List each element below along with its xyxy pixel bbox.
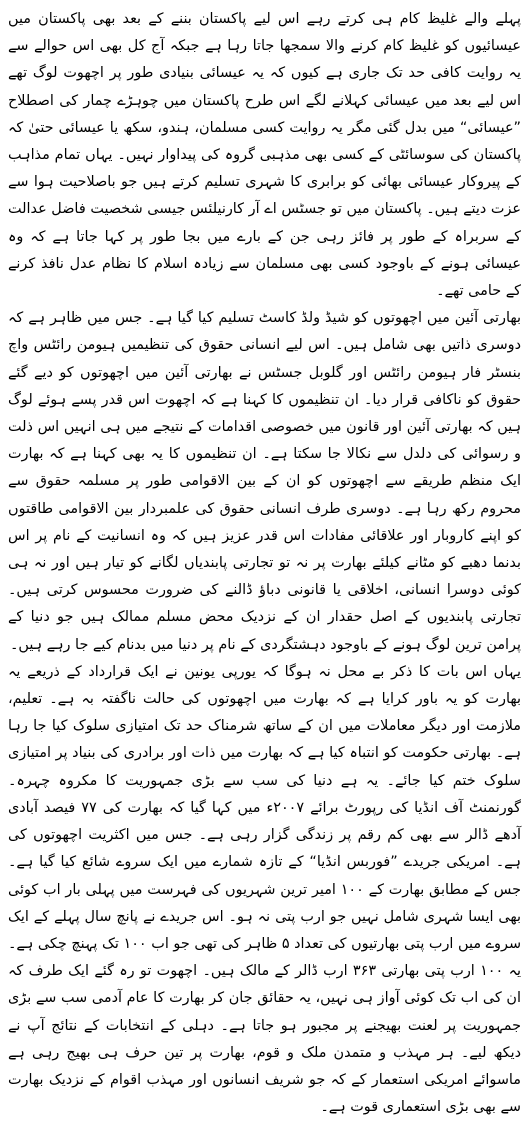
paragraph-3: یہاں اس بات کا ذکر بے محل نہ ہوگا کہ یورپی یونین نے ایک قرارداد کے ذریعے یہ بھارت کو یہ باور کرایا ہے کہ بھارت میں اچھوتوں کی حالت ناگفتہ بہ ہے۔ تعلیم، ملازمت اور دیگر معاملات میں ان کے ساتھ شرمناک حد تک امتیازی سلوک کیا جا رہا ہے۔ بھارتی حکومت کو انتباہ کیا ہے کہ بھارت میں ذات اور برادری کی بنیاد پر امتیازی سلوک ختم کیا جائے۔ یہ ہے دنیا کی سب سے بڑی جمہوریت کا مکروہ چہرہ۔ گورنمنٹ آف انڈیا کی رپورٹ برائے ۲۰۰۷ء میں کہا گیا کہ بھارت کی ۷۷ فیصد آبادی آدھے ڈالر سے بھی کم رقم پر زندگی گزار رہی ہے۔ جس میں اکثریت اچھوتوں کی ہے۔ امریکی جریدے ”فوربس انڈیا“ کے تازہ شمارے میں ایک سروے شائع کیا گیا ہے۔ جس کے مطابق بھارت کے ۱۰۰ امیر ترین شہریوں کی فہرست میں پہلی بار اب کوئی بھی ایسا شہری شامل نہیں جو ارب پتی نہ ہو۔ اس جریدے نے پانچ سال پہلے کے ایک سروے میں ارب پتی بھارتیوں کی تعداد ۵ ظاہر کی تھی جو اب ۱۰۰ تک پہنچ چکی ہے۔ یہ ۱۰۰ ارب پتی بھارتی ۳۶۳ ارب ڈالر کے مالک ہیں۔ اچھوت تو رہ گئے ایک طرف کہ ان کی اب تک کوئی آواز ہی نہیں، یہ حقائق جان کر بھارت کا عام آدمی سب سے بڑی جمہوریت پر لعنت بھیجنے پر مجبور ہو جاتا ہے۔ دہلی کے انتخابات کے نتائج آپ نے دیکھ لیے۔ ہر مہذب و متمدن ملک و قوم، بھارت پر تین حرف ہی بھیج رہی ہے ماسوائے امریکی استعمار کے کہ جو شریف انسانوں اور مہذب اقوام کے نزدیک بھارت سے بھی بڑی استعماری قوت ہے۔	[8, 663, 522, 1116]
paragraph-1: پہلے والے غلیظ کام ہی کرتے رہے اس لیے پاکستان بننے کے بعد بھی پاکستان میں عیسائیوں کو غلیظ کام کرنے والا سمجھا جاتا رہا ہے جبکہ آج کل بھی اس حوالے سے یہ روایت کافی حد تک جاری ہے کیوں کہ یہ عیسائی بنیادی طور پر اچھوت لوگ تھے اس لیے بعد میں عیسائی کہلانے لگے اس طرح پاکستان میں چوہڑے چمار کی اصطلاح ”عیسائی“ میں بدل گئی مگر یہ روایت کسی مسلمان، ہندو، سکھ یا عیسائی حتیٰ کہ پاکستان کی سوسائٹی کے کسی بھی مذہبی گروہ کی پیداوار نہیں۔ یہاں تمام مذاہب کے پیروکار عیسائی بھائی کو برابری کا شہری تسلیم کرتے ہیں جو باصلاحیت ہوا سے عزت دیتے ہیں۔ پاکستان میں تو جسٹس اے آر کارنیلئس جیسی شخصیت فاضل عدالت کے سربراہ کے طور پر فائز رہی جن کے بارے میں بجا طور پر کہا جاتا ہے کہ وہ عیسائی ہونے کے باوجود کسی بھی مسلمان سے زیادہ اسلام کا نظام عدل نافذ کرنے کے حامی تھے۔	[8, 11, 521, 300]
paragraph-2: بھارتی آئین میں اچھوتوں کو شیڈ ولڈ کاسٹ تسلیم کیا گیا ہے۔ جس میں ظاہر ہے کہ دوسری ذاتیں بھی شامل ہیں۔ اس لیے انسانی حقوق کی تنظیمیں ہیومن رائٹس واچ بنسٹر فار ہیومن رائٹس اور گلوبل جسٹس نے بھارتی آئین میں اچھوتوں کو دیے گئے حقوق کو ناکافی قرار دیا۔ ان تنظیموں کا کہنا ہے کہ اچھوت اس قدر پسے ہوئے لوگ ہیں کہ بھارتی آئین اور قانون میں خصوصی اقدامات کے نتیجے میں ہی انہیں اس ذلت و رسوائی کی دلدل سے نکالا جا سکتا ہے۔ ان تنظیموں کا یہ بھی کہنا ہے کہ بھارت ایک منظم طریقے سے اچھوتوں کو ان کے بین الاقوامی طور پر مسلمہ حقوق سے محروم رکھ رہا ہے۔ دوسری طرف انسانی حقوق کی علمبردار بین الاقوامی طاقتوں کو اپنے کاروبار اور علاقائی مفادات اس قدر عزیز ہیں کہ وہ انسانیت کے نام پر اس بدنما دھبے کو مٹانے کیلئے بھارت پر نہ تو تجارتی پابندیاں لگانے کو تیار ہیں اور نہ ہی کوئی دوسرا انسانی، اخلاقی یا قانونی دباؤ ڈالنے کی ضرورت محسوس کرتی ہیں۔ تجارتی پابندیوں کے اصل حقدار ان کے نزدیک محض مسلم ممالک ہیں جو دنیا کے پرامن ترین لوگ ہونے کے باوجود دہشتگردی کے نام پر دنیا میں بدنام کیے جا رہے ہیں۔	[8, 310, 521, 653]
